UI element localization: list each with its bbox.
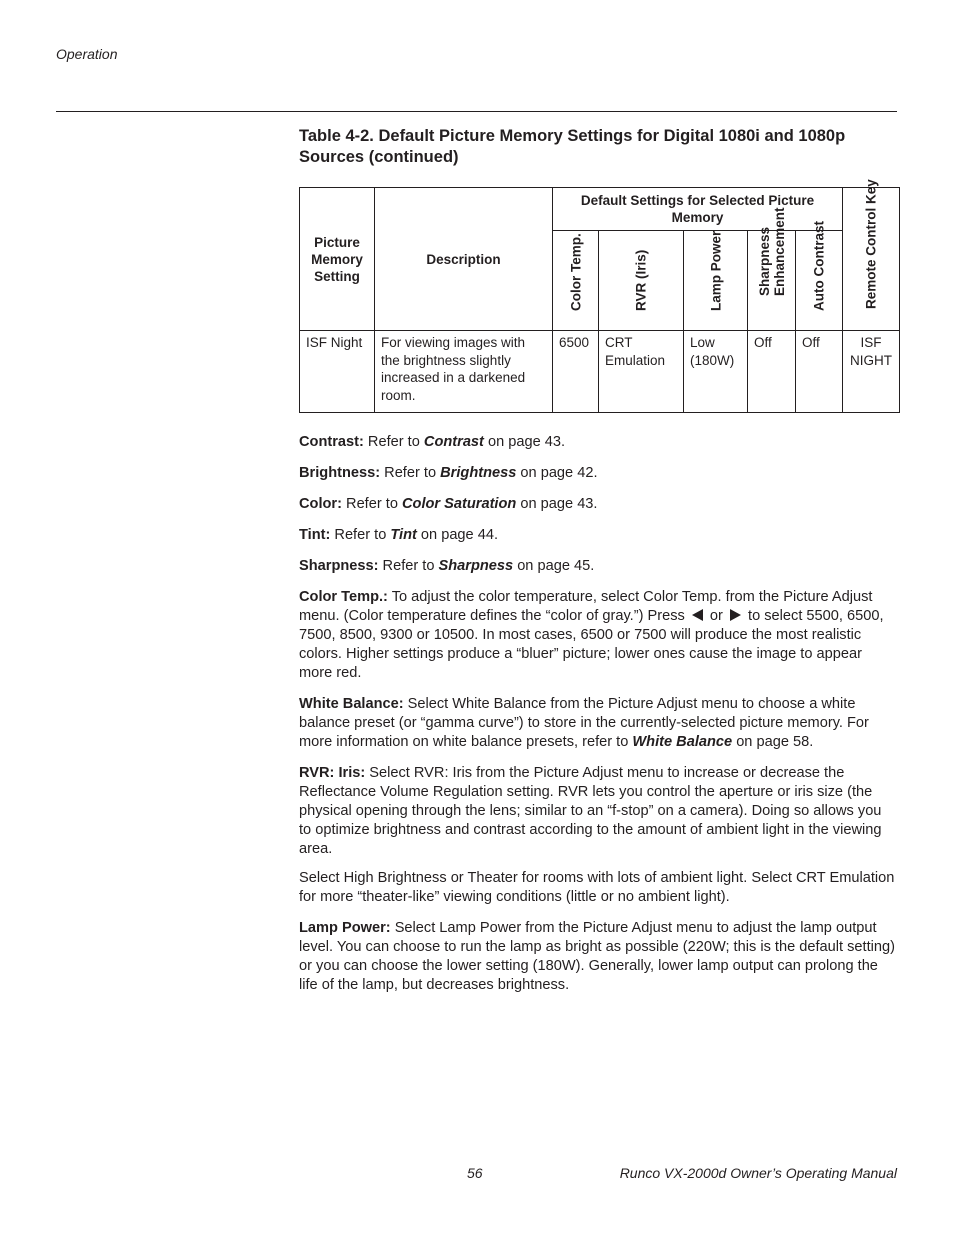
term-tint: Tint: xyxy=(299,527,331,543)
table-row xyxy=(300,331,900,413)
link-sharpness[interactable]: Sharpness xyxy=(438,558,514,574)
link-contrast[interactable]: Contrast xyxy=(423,434,484,450)
term-contrast: Contrast: xyxy=(299,434,364,450)
text: Select Lamp Power from the Picture Adjust menu to adjust the lamp output level. You can choose to run the lamp as bright as possible (220W; this is the default setting) or you can choose the lower setting (180W). Generally, lower lamp output can prolong the life of the lamp, but decreases brightness. xyxy=(299,920,895,993)
text: Refer to xyxy=(363,434,424,450)
term-color: Color: xyxy=(299,496,342,512)
text: on page 44. xyxy=(416,527,499,543)
text: on page 45. xyxy=(513,558,595,574)
cell-description: For viewing images with the brightness slightly increased in a darkened room. xyxy=(375,331,553,413)
term-lamp-power: Lamp Power: xyxy=(299,920,391,936)
text: Refer to xyxy=(380,465,441,481)
cell-rvr: CRT Emulation xyxy=(599,331,684,413)
text: to select 5500, 6500, 7500, 8500, 9300 or 10500. In most cases, 6500 or 7500 will produce the most realistic colors. Higher settings produce a “bluer” picture; lower ones cause the image to appear more red. xyxy=(299,608,884,681)
sharpness-label-line1: Sharpness xyxy=(756,226,772,296)
text: Refer to xyxy=(341,496,402,512)
paragraph-sharpness xyxy=(299,557,897,576)
col-header-auto-contrast xyxy=(796,221,843,331)
cell-setting: ISF Night xyxy=(300,331,375,413)
paragraph-rvr-followup: Select High Brightness or Theater for rooms with lots of ambient light. Select CRT Emulation for more “theater-like” viewing conditions (little or no ambient light). xyxy=(299,870,895,905)
cell-remote-key: ISF NIGHT xyxy=(843,331,900,413)
cell-sharpness: Off xyxy=(748,331,796,413)
paragraph-rvr-iris xyxy=(299,764,897,859)
term-sharpness: Sharpness: xyxy=(299,558,379,574)
term-rvr-iris: RVR: Iris: xyxy=(299,765,366,781)
paragraph-color xyxy=(299,495,897,514)
page-number: 56 xyxy=(467,1165,483,1181)
color-temp-label: Color Temp. xyxy=(568,233,583,311)
text: Refer to xyxy=(330,527,391,543)
table-title xyxy=(299,126,897,168)
lamp-power-label: Lamp Power xyxy=(708,230,723,311)
sharpness-label-line2: Enhancement xyxy=(771,207,787,296)
text: or xyxy=(705,608,727,624)
text: on page 42. xyxy=(516,465,598,481)
text: on page 43. xyxy=(516,496,598,512)
text: on page 58. xyxy=(732,734,814,750)
auto-contrast-label: Auto Contrast xyxy=(811,221,827,311)
col-header-description: Description xyxy=(375,188,553,331)
link-color-saturation[interactable]: Color Saturation xyxy=(402,496,517,512)
term-color-temp: Color Temp.: xyxy=(299,589,388,605)
running-header: Operation xyxy=(56,46,118,62)
text: Select White Balance from the Picture Adjust menu to choose a white balance preset (or “gamma curve”) to store in the currently-selected picture memory. For more information on white balance presets, refer to xyxy=(299,696,869,750)
link-tint[interactable]: Tint xyxy=(390,527,417,543)
col-header-default-settings-group: Default Settings for Selected Picture Memory xyxy=(553,188,843,231)
sharpness-label xyxy=(757,207,787,296)
col-header-remote-key xyxy=(843,179,900,331)
right-arrow-icon xyxy=(730,609,741,621)
remote-key-label: Remote Control Key xyxy=(863,179,879,309)
manual-title: Runco VX-2000d Owner’s Operating Manual xyxy=(619,1165,897,1181)
col-header-lamp-power xyxy=(684,231,748,331)
rvr-label: RVR (Iris) xyxy=(633,249,649,311)
cell-lamp-power: Low (180W) xyxy=(684,331,748,413)
paragraph-tint xyxy=(299,526,897,545)
col-header-color-temp xyxy=(553,231,599,331)
header-rule xyxy=(56,111,897,112)
term-brightness: Brightness: xyxy=(299,465,381,481)
picture-memory-table xyxy=(299,179,900,413)
link-brightness[interactable]: Brightness xyxy=(440,465,517,481)
text: Select RVR: Iris from the Picture Adjust menu to increase or decrease the Reflectance Volume Regulation setting. RVR lets you control the aperture or iris size (the physical opening through the lens; similar to an “f-stop” on a camera). Doing so allows you to optimize brightness and contrast according to the amount of ambient light in the viewing area. xyxy=(299,765,882,857)
col-header-sharpness xyxy=(748,207,796,331)
body-text xyxy=(299,433,897,1007)
term-white-balance: White Balance: xyxy=(299,696,404,712)
col-header-rvr xyxy=(599,231,684,331)
cell-auto-contrast: Off xyxy=(796,331,843,413)
paragraph-white-balance xyxy=(299,695,897,752)
text: on page 43. xyxy=(483,434,566,450)
table-title-line1: Table 4-2. Default Picture Memory Settings for Digital 1080i and 1080p xyxy=(299,127,846,145)
paragraph-lamp-power xyxy=(299,919,897,995)
link-white-balance[interactable]: White Balance xyxy=(632,734,733,750)
text: To adjust the color temperature, select Color Temp. from the Picture Adjust menu. (Color temperature defines the “color of gray.”) Press xyxy=(299,589,873,624)
left-arrow-icon xyxy=(692,609,703,621)
col-header-picture-memory: Picture Memory Setting xyxy=(300,188,375,331)
cell-color-temp: 6500 xyxy=(553,331,599,413)
table-title-line2: Sources (continued) xyxy=(299,148,459,166)
text: Refer to xyxy=(378,558,439,574)
paragraph-contrast xyxy=(299,433,897,452)
paragraph-brightness xyxy=(299,464,897,483)
paragraph-color-temp xyxy=(299,588,897,683)
